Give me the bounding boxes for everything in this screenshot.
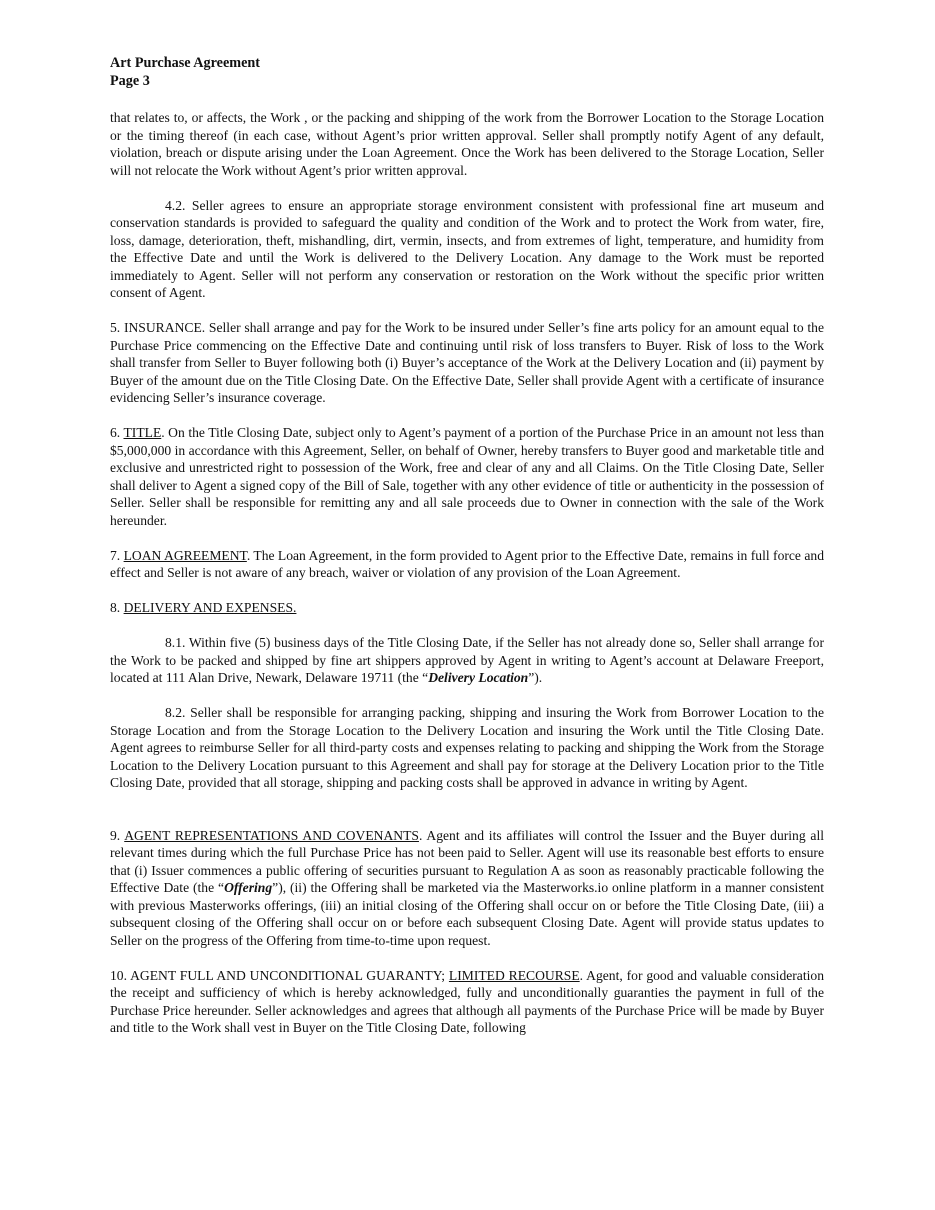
section-heading-loan-agreement: LOAN AGREEMENT <box>123 547 247 563</box>
paragraph-text: 8.1. Within five (5) business days of the Title Closing Date, if the Seller has not already done so, Seller shall arrange for the Work to be packed and shipped by fine art shippers approved by Agent in writing to Agent’s account at Delaware Freeport, located at 111 Alan Drive, Newark, Delaware 19711 (the “ <box>110 635 824 685</box>
paragraph-text: ”). <box>528 670 543 685</box>
document-title: Art Purchase Agreement <box>110 55 260 71</box>
section-heading-delivery: DELIVERY AND EXPENSES. <box>123 600 297 615</box>
section-text: . Agent and its affiliates will control the Issuer and the Buyer during all relevant times during which the full Purchase Price has not been paid to Seller. Agent will use its reasonable best efforts to ensure that (i) Issuer commences a public offering of securities pursuant to Regulation A as soon as reasonably practicable following the Effective Date (the “ <box>110 827 825 895</box>
paragraph-10-guaranty <box>110 967 824 1037</box>
document-body <box>110 109 824 1037</box>
section-number: 8. <box>110 600 124 615</box>
paragraph-4-2: 4.2. Seller agrees to ensure an appropriate storage environment consistent with professional fine art museum and conservation standards is provided to safeguard the quality and condition of the Work and to protect the Work from water, fire, loss, damage, deterioration, theft, mishandling, dirt, vermin, insects, and from extremes of light, temperature, and humidity from the Effective Date and until the Work is delivered to the Delivery Location. Any damage to the Work must be reported immediately to Agent. Seller will not perform any conservation or restoration on the Work without the specific prior written consent of Agent. <box>110 197 824 300</box>
paragraph-6-title <box>110 424 824 529</box>
page-header <box>110 54 260 90</box>
paragraph-5-insurance: 5. INSURANCE. Seller shall arrange and pay for the Work to be insured under Seller’s fine arts policy for an amount equal to the Purchase Price commencing on the Effective Date and continuing until risk of loss transfers to Buyer. Risk of loss to the Work shall transfer from Seller to Buyer following both (i) Buyer’s acceptance of the Work at the Delivery Location and (ii) payment by Buyer of the amount due on the Title Closing Date. On the Effective Date, Seller shall provide Agent with a certificate of insurance evidencing Seller’s insurance coverage. <box>110 320 824 405</box>
section-heading-title: TITLE <box>123 425 162 440</box>
section-heading-limited-recourse: LIMITED RECOURSE <box>448 967 580 983</box>
paragraph-8-2: 8.2. Seller shall be responsible for arranging packing, shipping and insuring the Work from Borrower Location to the Storage Location and from the Storage Location to the Delivery Location and insuring the Work until the Title Closing Date. Agent agrees to reimburse Seller for all third-party costs and expenses relating to packing and shipping the Work from the Storage Location to the Delivery Location pursuant to this Agreement and shall pay for storage at the Delivery Location prior to the Title Closing Date, provided that all storage, shipping and packing costs shall be approved in advance in writing by Agent. <box>110 705 824 790</box>
paragraph-9-agent-representations <box>110 827 824 950</box>
paragraph-continuation: that relates to, or affects, the Work , or the packing and shipping of the work from the Borrower Location to the Storage Location or the timing thereof (in each case, without Agent’s prior written approval. Seller shall promptly notify Agent of any default, violation, breach or dispute arising under the Loan Agreement. Once the Work has been delivered to the Storage Location, Seller will not relocate the Work without Agent’s prior written approval. <box>110 110 824 178</box>
section-number: 6. <box>110 425 124 440</box>
paragraph-8-1 <box>110 634 824 687</box>
defined-term-delivery-location: Delivery Location <box>428 670 529 685</box>
section-lead: 10. AGENT FULL AND UNCONDITIONAL GUARANTY; <box>110 967 449 983</box>
section-text: . The Loan Agreement, in the form provided to Agent prior to the Effective Date, remains in full force and effect and Seller is not aware of any breach, waiver or violation of any provision of the Loan Agreement. <box>110 547 824 580</box>
section-text: . On the Title Closing Date, subject only to Agent’s payment of a portion of the Purchase Price in an amount not less than $5,000,000 in accordance with this Agreement, Seller, on behalf of Owner, hereby transfers to Buyer good and marketable title and exclusive and unrestricted right to possession of the Work, free and clear of any and all Claims. On the Title Closing Date, Seller shall deliver to Agent a signed copy of the Bill of Sale, together with any other evidence of title or authenticity in the possession of Seller. Seller shall be responsible for remitting any and all sale proceeds due to Owner in connection with the sale of the Work hereunder. <box>110 425 824 528</box>
paragraph-7-loan-agreement <box>110 547 824 582</box>
paragraph-8-delivery <box>110 599 824 617</box>
section-number: 9. <box>110 827 125 843</box>
defined-term-offering: Offering <box>224 880 273 895</box>
section-number: 7. <box>110 547 124 563</box>
section-text: . Agent, for good and valuable consideration the receipt and sufficiency of which is hereby acknowledged, fully and unconditionally guaranties the payment in full of the Purchase Price hereunder. Seller acknowledges and agrees that although all payments of the Purchase Price will be made by Buyer and title to the Work shall vest in Buyer on the Title Closing Date, following <box>110 967 824 1035</box>
page-number: Page 3 <box>110 73 150 89</box>
section-heading-agent-representations: AGENT REPRESENTATIONS AND COVENANTS <box>124 827 419 843</box>
section-text: ”), (ii) the Offering shall be marketed via the Masterworks.io online platform in a manner consistent with previous Masterworks offerings, (iii) an initial closing of the Offering shall occur on or before the Title Closing Date, (iii) a subsequent closing of the Offering shall occur on or before each subsequent Closing Date. Agent will provide status updates to Seller on the progress of the Offering from time-to-time upon request. <box>110 880 824 948</box>
